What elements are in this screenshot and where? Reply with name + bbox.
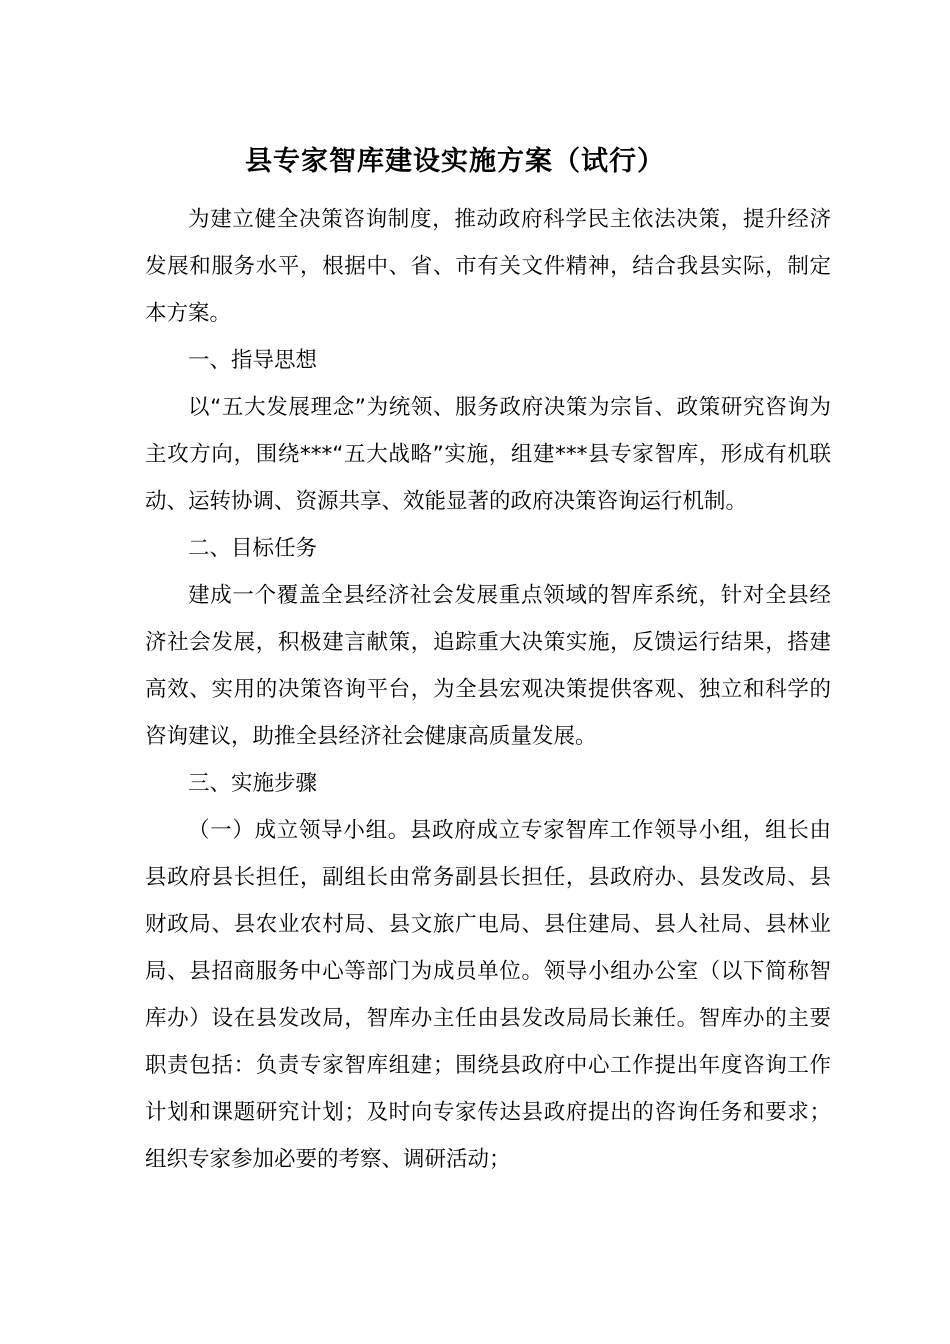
document-title: 县专家智库建设实施方案（试行） <box>245 146 665 177</box>
section-heading-goals: 二、目标任务 <box>188 536 318 561</box>
goals-paragraph: 建成一个覆盖全县经济社会发展重点领域的智库系统，针对全县经济社会发展，积极建言献策，追踪重大决策实施，反馈运行结果，搭建高效、实用的决策咨询平台，为全县宏观决策提供客观、独立和科学的咨询建议，助推全县经济社会健康高质量发展。 <box>145 583 831 749</box>
section-heading-steps: 三、实施步骤 <box>188 771 318 796</box>
intro-paragraph: 为建立健全决策咨询制度，推动政府科学民主依法决策，提升经济发展和服务水平，根据中、省、市有关文件精神，结合我县实际，制定本方案。 <box>145 207 831 326</box>
section-heading-guiding-thought: 一、指导思想 <box>188 348 318 373</box>
guiding-thought-paragraph: 以“五大发展理念”为统领、服务政府决策为宗旨、政策研究咨询为主攻方向，围绕***“五大战略”实施，组建***县专家智库，形成有机联动、运转协调、资源共享、效能显著的政府决策咨询运行机制。 <box>145 395 831 514</box>
steps-paragraph-1: （一）成立领导小组。县政府成立专家智库工作领导小组，组长由县政府县长担任，副组长由常务副县长担任，县政府办、县发改局、县财政局、县农业农村局、县文旅广电局、县住建局、县人社局、县林业局、县招商服务中心等部门为成员单位。领导小组办公室（以下简称智库办）设在县发改局，智库办主任由县发改局局长兼任。智库办的主要职责包括：负责专家智库组建；围绕县政府中心工作提出年度咨询工作计划和课题研究计划；及时向专家传达县政府提出的咨询任务和要求；组织专家参加必要的考察、调研活动； <box>145 818 831 1172</box>
document-body <box>145 196 831 1183</box>
